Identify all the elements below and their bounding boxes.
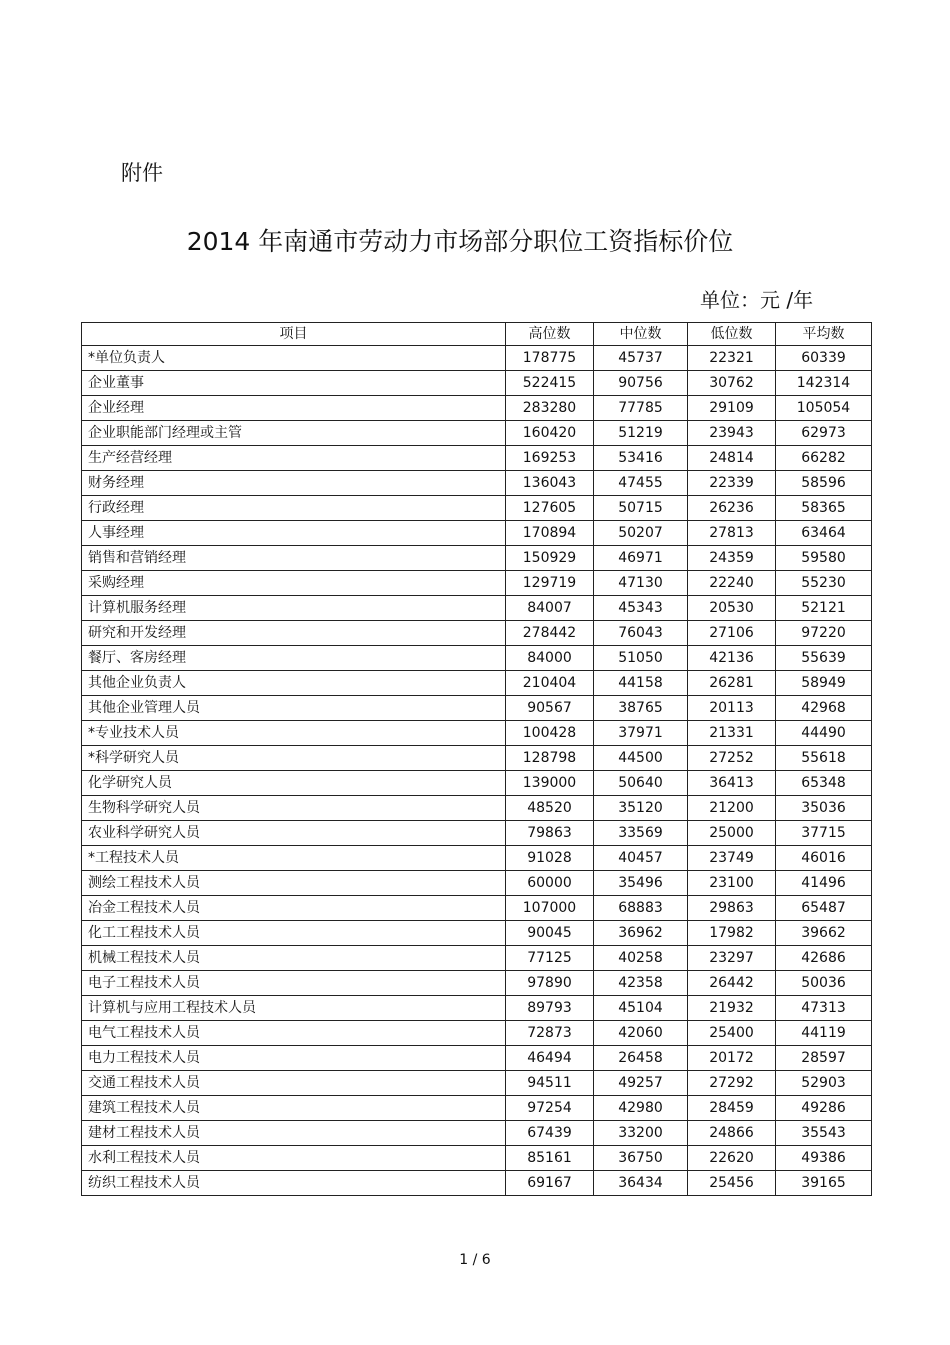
row-low-value: 22339: [688, 471, 776, 496]
row-low-value: 24359: [688, 546, 776, 571]
row-low-value: 27813: [688, 521, 776, 546]
header-item: 项目: [82, 323, 506, 346]
row-high-value: 48520: [506, 796, 594, 821]
row-average-value: 44490: [776, 721, 872, 746]
row-average-value: 60339: [776, 346, 872, 371]
row-average-value: 41496: [776, 871, 872, 896]
row-high-value: 72873: [506, 1021, 594, 1046]
row-item-name: 研究和开发经理: [82, 621, 506, 646]
row-low-value: 22321: [688, 346, 776, 371]
table-header-row: [82, 323, 872, 346]
row-average-value: 55639: [776, 646, 872, 671]
row-average-value: 52903: [776, 1071, 872, 1096]
row-average-value: 58365: [776, 496, 872, 521]
row-median-value: 45343: [594, 596, 688, 621]
row-median-value: 42060: [594, 1021, 688, 1046]
row-high-value: 90567: [506, 696, 594, 721]
row-average-value: 35543: [776, 1121, 872, 1146]
table-row: [82, 721, 872, 746]
row-median-value: 33569: [594, 821, 688, 846]
table-row: [82, 646, 872, 671]
row-low-value: 29109: [688, 396, 776, 421]
row-item-name: *科学研究人员: [82, 746, 506, 771]
row-average-value: 59580: [776, 546, 872, 571]
row-average-value: 65348: [776, 771, 872, 796]
row-item-name: 建筑工程技术人员: [82, 1096, 506, 1121]
row-high-value: 178775: [506, 346, 594, 371]
table-row: [82, 546, 872, 571]
row-low-value: 22620: [688, 1146, 776, 1171]
row-average-value: 47313: [776, 996, 872, 1021]
row-low-value: 21331: [688, 721, 776, 746]
row-average-value: 55618: [776, 746, 872, 771]
row-median-value: 36962: [594, 921, 688, 946]
row-item-name: 其他企业管理人员: [82, 696, 506, 721]
row-median-value: 40457: [594, 846, 688, 871]
document-title-text: 2014 年南通市劳动力市场部分职位工资指标价位: [186, 227, 734, 256]
row-high-value: 522415: [506, 371, 594, 396]
header-average: 平均数: [776, 323, 872, 346]
row-low-value: 27106: [688, 621, 776, 646]
row-median-value: 68883: [594, 896, 688, 921]
row-median-value: 42980: [594, 1096, 688, 1121]
row-item-name: 建材工程技术人员: [82, 1121, 506, 1146]
row-average-value: 39662: [776, 921, 872, 946]
row-median-value: 26458: [594, 1046, 688, 1071]
row-high-value: 90045: [506, 921, 594, 946]
row-item-name: 机械工程技术人员: [82, 946, 506, 971]
row-low-value: 20172: [688, 1046, 776, 1071]
table-row: [82, 771, 872, 796]
row-median-value: 49257: [594, 1071, 688, 1096]
table-row: [82, 1146, 872, 1171]
row-low-value: 20113: [688, 696, 776, 721]
row-high-value: 60000: [506, 871, 594, 896]
row-median-value: 76043: [594, 621, 688, 646]
row-low-value: 42136: [688, 646, 776, 671]
row-item-name: 企业职能部门经理或主管: [82, 421, 506, 446]
row-high-value: 283280: [506, 396, 594, 421]
row-average-value: 28597: [776, 1046, 872, 1071]
table-row: [82, 346, 872, 371]
row-high-value: 46494: [506, 1046, 594, 1071]
row-low-value: 23749: [688, 846, 776, 871]
row-high-value: 210404: [506, 671, 594, 696]
row-median-value: 90756: [594, 371, 688, 396]
table-row: [82, 396, 872, 421]
row-average-value: 63464: [776, 521, 872, 546]
row-low-value: 24866: [688, 1121, 776, 1146]
row-item-name: 电气工程技术人员: [82, 1021, 506, 1046]
row-item-name: 纺织工程技术人员: [82, 1171, 506, 1196]
row-item-name: 计算机与应用工程技术人员: [82, 996, 506, 1021]
row-median-value: 51050: [594, 646, 688, 671]
table-row: [82, 521, 872, 546]
row-low-value: 22240: [688, 571, 776, 596]
table-row: [82, 946, 872, 971]
row-item-name: *单位负责人: [82, 346, 506, 371]
row-item-name: *工程技术人员: [82, 846, 506, 871]
row-high-value: 136043: [506, 471, 594, 496]
table-row: [82, 596, 872, 621]
row-low-value: 28459: [688, 1096, 776, 1121]
row-item-name: 行政经理: [82, 496, 506, 521]
page-number: 1 / 6: [459, 1252, 491, 1268]
row-low-value: 25000: [688, 821, 776, 846]
table-row: [82, 846, 872, 871]
table-row: [82, 746, 872, 771]
row-high-value: 79863: [506, 821, 594, 846]
row-item-name: 财务经理: [82, 471, 506, 496]
row-average-value: 97220: [776, 621, 872, 646]
row-average-value: 44119: [776, 1021, 872, 1046]
row-median-value: 50207: [594, 521, 688, 546]
row-low-value: 20530: [688, 596, 776, 621]
table-row: [82, 821, 872, 846]
table-row: [82, 896, 872, 921]
header-median: 中位数: [594, 323, 688, 346]
row-median-value: 47130: [594, 571, 688, 596]
table-row: [82, 1171, 872, 1196]
row-item-name: 生物科学研究人员: [82, 796, 506, 821]
row-average-value: 49286: [776, 1096, 872, 1121]
row-low-value: 29863: [688, 896, 776, 921]
row-high-value: 139000: [506, 771, 594, 796]
row-average-value: 142314: [776, 371, 872, 396]
row-low-value: 24814: [688, 446, 776, 471]
row-item-name: 测绘工程技术人员: [82, 871, 506, 896]
row-high-value: 127605: [506, 496, 594, 521]
row-item-name: 交通工程技术人员: [82, 1071, 506, 1096]
row-item-name: 其他企业负责人: [82, 671, 506, 696]
row-low-value: 25400: [688, 1021, 776, 1046]
row-low-value: 26281: [688, 671, 776, 696]
row-median-value: 51219: [594, 421, 688, 446]
table-row: [82, 496, 872, 521]
row-median-value: 45104: [594, 996, 688, 1021]
row-average-value: 46016: [776, 846, 872, 871]
row-high-value: 97254: [506, 1096, 594, 1121]
row-low-value: 26442: [688, 971, 776, 996]
row-average-value: 50036: [776, 971, 872, 996]
document-title: [0, 222, 950, 258]
table-row: [82, 471, 872, 496]
row-item-name: 化工工程技术人员: [82, 921, 506, 946]
row-median-value: 77785: [594, 396, 688, 421]
row-high-value: 169253: [506, 446, 594, 471]
row-high-value: 170894: [506, 521, 594, 546]
row-item-name: 农业科学研究人员: [82, 821, 506, 846]
row-high-value: 97890: [506, 971, 594, 996]
row-high-value: 94511: [506, 1071, 594, 1096]
row-low-value: 27292: [688, 1071, 776, 1096]
row-low-value: 23943: [688, 421, 776, 446]
row-median-value: 36750: [594, 1146, 688, 1171]
row-median-value: 33200: [594, 1121, 688, 1146]
row-item-name: 采购经理: [82, 571, 506, 596]
table-row: [82, 421, 872, 446]
row-average-value: 55230: [776, 571, 872, 596]
table-row: [82, 571, 872, 596]
table-row: [82, 871, 872, 896]
row-median-value: 42358: [594, 971, 688, 996]
row-median-value: 50715: [594, 496, 688, 521]
table-row: [82, 1096, 872, 1121]
table-row: [82, 971, 872, 996]
row-high-value: 128798: [506, 746, 594, 771]
row-low-value: 26236: [688, 496, 776, 521]
row-median-value: 35120: [594, 796, 688, 821]
row-low-value: 30762: [688, 371, 776, 396]
row-average-value: 42686: [776, 946, 872, 971]
row-low-value: 23100: [688, 871, 776, 896]
row-high-value: 107000: [506, 896, 594, 921]
row-average-value: 58596: [776, 471, 872, 496]
row-high-value: 85161: [506, 1146, 594, 1171]
row-high-value: 278442: [506, 621, 594, 646]
row-median-value: 45737: [594, 346, 688, 371]
row-low-value: 25456: [688, 1171, 776, 1196]
row-high-value: 84000: [506, 646, 594, 671]
row-high-value: 89793: [506, 996, 594, 1021]
table-row: [82, 1046, 872, 1071]
table-row: [82, 446, 872, 471]
row-low-value: 21932: [688, 996, 776, 1021]
row-high-value: 77125: [506, 946, 594, 971]
row-median-value: 44500: [594, 746, 688, 771]
row-median-value: 53416: [594, 446, 688, 471]
table-row: [82, 371, 872, 396]
table-row: [82, 696, 872, 721]
row-item-name: 水利工程技术人员: [82, 1146, 506, 1171]
row-item-name: 人事经理: [82, 521, 506, 546]
row-median-value: 47455: [594, 471, 688, 496]
wage-table: [81, 322, 872, 1196]
row-item-name: 电子工程技术人员: [82, 971, 506, 996]
table-row: [82, 1071, 872, 1096]
row-high-value: 69167: [506, 1171, 594, 1196]
row-high-value: 67439: [506, 1121, 594, 1146]
header-high: 高位数: [506, 323, 594, 346]
row-high-value: 100428: [506, 721, 594, 746]
row-low-value: 27252: [688, 746, 776, 771]
table-row: [82, 671, 872, 696]
row-high-value: 84007: [506, 596, 594, 621]
row-average-value: 37715: [776, 821, 872, 846]
attachment-label: 附件: [121, 161, 163, 185]
row-item-name: 餐厅、客房经理: [82, 646, 506, 671]
row-average-value: 105054: [776, 396, 872, 421]
row-median-value: 40258: [594, 946, 688, 971]
row-average-value: 39165: [776, 1171, 872, 1196]
row-high-value: 160420: [506, 421, 594, 446]
table-row: [82, 1021, 872, 1046]
row-median-value: 36434: [594, 1171, 688, 1196]
table-row: [82, 1121, 872, 1146]
row-average-value: 65487: [776, 896, 872, 921]
row-average-value: 35036: [776, 796, 872, 821]
row-low-value: 21200: [688, 796, 776, 821]
row-average-value: 58949: [776, 671, 872, 696]
row-item-name: 企业经理: [82, 396, 506, 421]
row-low-value: 17982: [688, 921, 776, 946]
row-item-name: 销售和营销经理: [82, 546, 506, 571]
row-high-value: 129719: [506, 571, 594, 596]
row-item-name: 化学研究人员: [82, 771, 506, 796]
table-row: [82, 796, 872, 821]
table-body: [82, 346, 872, 1196]
row-median-value: 37971: [594, 721, 688, 746]
row-average-value: 49386: [776, 1146, 872, 1171]
row-average-value: 52121: [776, 596, 872, 621]
row-median-value: 46971: [594, 546, 688, 571]
row-low-value: 36413: [688, 771, 776, 796]
row-item-name: 冶金工程技术人员: [82, 896, 506, 921]
table-row: [82, 621, 872, 646]
row-average-value: 62973: [776, 421, 872, 446]
row-median-value: 38765: [594, 696, 688, 721]
row-average-value: 42968: [776, 696, 872, 721]
unit-label: 单位：元 /年: [700, 288, 814, 312]
row-median-value: 35496: [594, 871, 688, 896]
row-median-value: 44158: [594, 671, 688, 696]
row-high-value: 91028: [506, 846, 594, 871]
header-low: 低位数: [688, 323, 776, 346]
row-item-name: 电力工程技术人员: [82, 1046, 506, 1071]
table-row: [82, 921, 872, 946]
row-average-value: 66282: [776, 446, 872, 471]
row-median-value: 50640: [594, 771, 688, 796]
row-item-name: 生产经营经理: [82, 446, 506, 471]
row-item-name: 企业董事: [82, 371, 506, 396]
row-high-value: 150929: [506, 546, 594, 571]
row-item-name: *专业技术人员: [82, 721, 506, 746]
row-low-value: 23297: [688, 946, 776, 971]
table-row: [82, 996, 872, 1021]
row-item-name: 计算机服务经理: [82, 596, 506, 621]
